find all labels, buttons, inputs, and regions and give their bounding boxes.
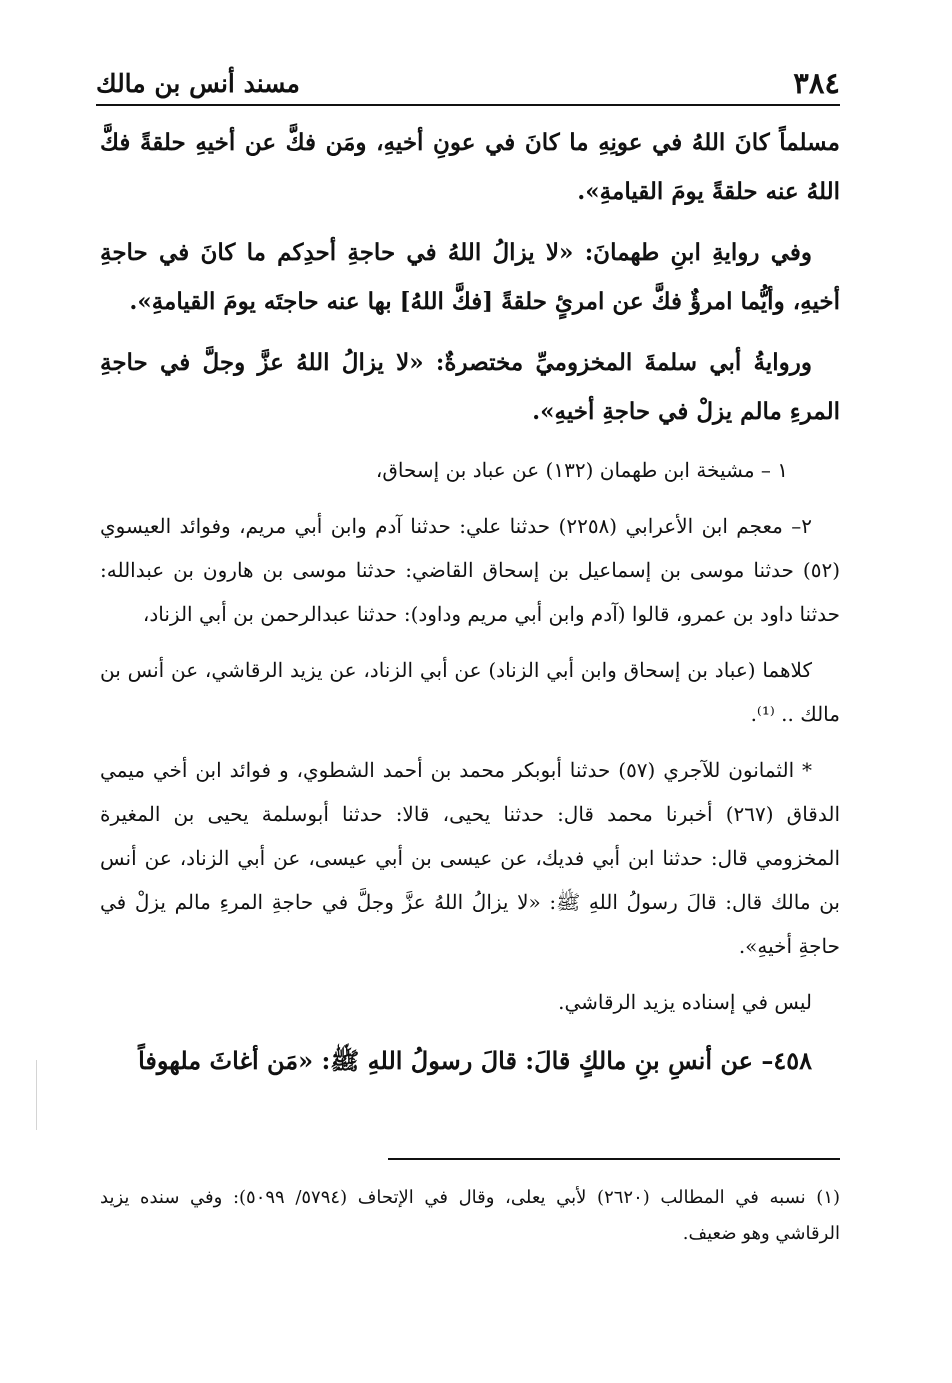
running-title: مسند أنس بن مالك — [96, 69, 300, 98]
footnote-divider — [388, 1158, 840, 1160]
additional-source: * الثمانون للآجري (٥٧) حدثنا أبوبكر محمد بن أحمد الشطوي، و فوائد ابن أخي ميمي الدقاق (٢٦٧) أخبرنا محمد قال: حدثنا يحيى، قالا: حدثنا أبوسلمة يحيى بن المغيرة المخزومي قال: حدثنا ابن أبي فديك، عن عيسى بن أبي عيسى، عن أبي الزناد، عن أنس بن مالك قال: قالَ رسولُ اللهِ ﷺ: «لا يزالُ اللهُ عزَّ وجلَّ في حاجةِ المرءِ مالم يزلْ في حاجةِ أخيهِ». — [100, 758, 840, 958]
hadith-text-continuation: مسلماً كانَ اللهُ في عونِهِ ما كانَ في عونِ أخيهِ، ومَن فكَّ عن أخيهِ حلقةً فكَّ اللهُ عنه حلقةً يومَ القيامةِ». — [100, 129, 840, 205]
isnad-note: ليس في إسناده يزيد الرقاشي. — [558, 990, 812, 1014]
hadith-458-start: ٤٥٨– عن أنسِ بنِ مالكٍ قالَ: قالَ رسولُ اللهِ ﷺ: «مَن أغاثَ ملهوفاً — [138, 1046, 812, 1075]
hadith-variant-abu-salama: وروايةُ أبي سلمةَ المخزوميِّ مختصرةٌ: «لا يزالُ اللهُ عزَّ وجلَّ في حاجةِ المرءِ مالم يزلْ في حاجةِ أخيهِ». — [100, 349, 840, 425]
main-text — [100, 118, 840, 1098]
page-number: ٣٨٤ — [793, 66, 840, 100]
scan-margin-mark — [36, 1060, 37, 1130]
chain-summary: كلاهما (عباد بن إسحاق وابن أبي الزناد) عن أبي الزناد، عن يزيد الرقاشي، عن أنس بن مالك .. ⁽¹⁾. — [100, 658, 840, 726]
page-header — [96, 66, 840, 106]
header-divider — [96, 104, 840, 106]
source-1: ١ – مشيخة ابن طهمان (١٣٢) عن عباد بن إسحاق، — [375, 458, 788, 482]
source-2: ٢– معجم ابن الأعرابي (٢٢٥٨) حدثنا علي: حدثنا آدم وابن أبي مريم، وفوائد العيسوي (٥٢) حدثنا موسى بن إسماعيل بن إسحاق القاضي: حدثنا موسى بن هارون بن عبدالله: حدثنا داود بن عمرو، قالوا (آدم وابن أبي مريم وداود): حدثنا عبدالرحمن بن أبي الزناد، — [100, 514, 840, 626]
hadith-variant-ibn-tahman: وفي روايةِ ابنِ طهمانَ: «لا يزالُ اللهُ في حاجةِ أحدِكم ما كانَ في حاجةِ أخيهِ، وأيُّما امرؤٌ فكَّ عن امرئٍ حلقةً [فكَّ اللهُ] بها عنه حاجتَه يومَ القيامةِ». — [100, 239, 840, 315]
footnote: (١) نسبه في المطالب (٢٦٢٠) لأبي يعلى، وقال في الإتحاف (٥٧٩٤/ ٥٠٩٩): وفي سنده يزيد الرقاشي وهو ضعيف. — [100, 1187, 841, 1244]
